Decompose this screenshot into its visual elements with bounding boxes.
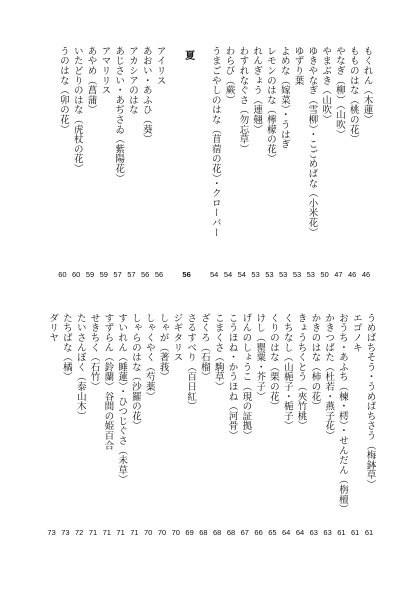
page-number: 68: [226, 528, 236, 537]
index-entry: よめな（嫁菜）・うはぎ: [278, 46, 290, 149]
page-number: 54: [237, 270, 246, 279]
page-number: 71: [102, 528, 111, 537]
page-number: 60: [72, 270, 81, 279]
page-number: 53: [292, 270, 302, 279]
section-header: 夏: [182, 50, 194, 61]
page-number: 71: [130, 528, 139, 537]
index-entry: わすれなぐさ（勿忘草）: [237, 46, 249, 154]
page-number: 47: [334, 270, 343, 279]
index-entry: やなぎ（柳）（山吹）: [333, 46, 345, 140]
page-number: 57: [127, 270, 136, 279]
page-number: 53: [279, 270, 288, 279]
page-number: 60: [58, 270, 67, 279]
page-number: 46: [361, 270, 371, 279]
page-number: 50: [320, 270, 329, 279]
page-number: 63: [309, 528, 318, 537]
page-number: 70: [157, 528, 167, 537]
index-entry: あじさい・あぢさゐ（紫陽花）: [113, 46, 125, 184]
index-entry: やまぶき（山吹）: [320, 46, 332, 125]
index-entry: しゃくやく（芍薬）: [143, 313, 155, 402]
page-number: 57: [113, 270, 122, 279]
page-number: 69: [185, 528, 194, 537]
page-number: 54: [210, 270, 219, 279]
index-entry: エゴノキ: [350, 313, 362, 353]
index-entry: もくれん（木蓮）: [361, 46, 373, 125]
index-entry: きょうちくとう（夾竹桃）: [295, 313, 307, 431]
index-entry: レモンのはな（檸檬の花）: [264, 46, 276, 164]
index-entry: せきちく（石竹）: [88, 313, 100, 392]
index-entry: げんのしょうこ（現の証拠）: [240, 313, 252, 441]
index-entry: すずらん（鈴蘭）谷間の姫百合: [102, 313, 114, 451]
page-number: 61: [364, 528, 374, 537]
page-number: 70: [144, 528, 153, 537]
index-entry: かきのはな（柿の花）: [309, 313, 321, 411]
index-entry: わらび（蕨）: [223, 46, 235, 105]
index-entry: もものはな（桃の花）: [347, 46, 359, 144]
index-entry: くちなし（山梔子・梔子）: [281, 313, 293, 431]
index-entry: うめばちそう・うめばちさう（梅鉢草）: [364, 313, 376, 490]
page-number: 59: [99, 270, 108, 279]
page-number: 56: [141, 270, 150, 279]
page-number: 63: [323, 528, 332, 537]
page-number: 70: [171, 528, 180, 537]
page-number: 54: [223, 270, 233, 279]
page-number: 72: [75, 528, 84, 537]
index-entry: アマリリス: [99, 46, 111, 95]
index-entry: こうほね・かうほね（河骨）: [226, 313, 238, 441]
index-entry: けし（罌粟・芥子）: [254, 313, 266, 402]
page-number: 53: [251, 270, 260, 279]
page-number: 59: [85, 270, 95, 279]
page-number: 73: [47, 528, 56, 537]
index-entry: うのはな（卯の花）: [57, 46, 69, 135]
index-entry: すいれん（睡蓮）・ひつじぐさ（未草）: [116, 313, 128, 485]
index-entry: うまごやしのはな（苜蓿の花）・クローバー: [209, 46, 221, 238]
index-entry: しゃらのはな（沙羅の花）: [129, 313, 141, 431]
index-entry: れんぎょう（連翹）: [251, 46, 263, 135]
page-number: 66: [254, 528, 263, 537]
index-entry: ダリヤ: [47, 313, 59, 343]
page-number: 64: [295, 528, 305, 537]
index-entry: たちばな（橘）: [60, 313, 72, 382]
page-number: 65: [268, 528, 277, 537]
index-entry: アカシアのはな: [126, 46, 138, 115]
index-entry: しゃが（著莪）: [157, 313, 169, 382]
page-number: 53: [265, 270, 274, 279]
index-entry: おうち・あふち（楝・樗）・せんだん（栴檀）: [336, 313, 348, 514]
page-number: 68: [199, 528, 208, 537]
index-entry: ゆずり葉: [292, 46, 304, 86]
index-entry: ざくろ（石榴）: [198, 313, 210, 382]
page-number: 61: [351, 528, 360, 537]
page-number: 61: [337, 528, 346, 537]
index-entry: さるすべり（百日紅）: [185, 313, 197, 411]
index-entry: かきつばた（杜若・燕子花）: [323, 313, 335, 441]
page-number: 73: [61, 528, 70, 537]
page-number: 71: [116, 528, 125, 537]
index-entry: ジギタリス: [171, 313, 183, 362]
page-number: 68: [213, 528, 222, 537]
page-number: 64: [282, 528, 291, 537]
index-entry: ゆきやなぎ（雪柳）・こごめばな（小米花）: [306, 46, 318, 238]
page-number: 56: [182, 270, 191, 279]
page-number: 56: [154, 270, 164, 279]
page-number: 67: [240, 528, 249, 537]
page-number: 71: [88, 528, 98, 537]
index-entry: たいさんぼく（泰山木）: [74, 313, 86, 421]
index-entry: あおい・あふひ（葵）: [140, 46, 152, 144]
index-entry: くりのはな（栗の花）: [267, 313, 279, 411]
index-entry: いたどりのはな（虎杖の花）: [71, 46, 83, 174]
page-number: 53: [306, 270, 315, 279]
index-entry: アイリス: [154, 46, 166, 86]
index-entry: こまくさ（駒草）: [212, 313, 224, 392]
page-number: 46: [348, 270, 357, 279]
index-entry: あやめ（菖蒲）: [85, 46, 97, 115]
